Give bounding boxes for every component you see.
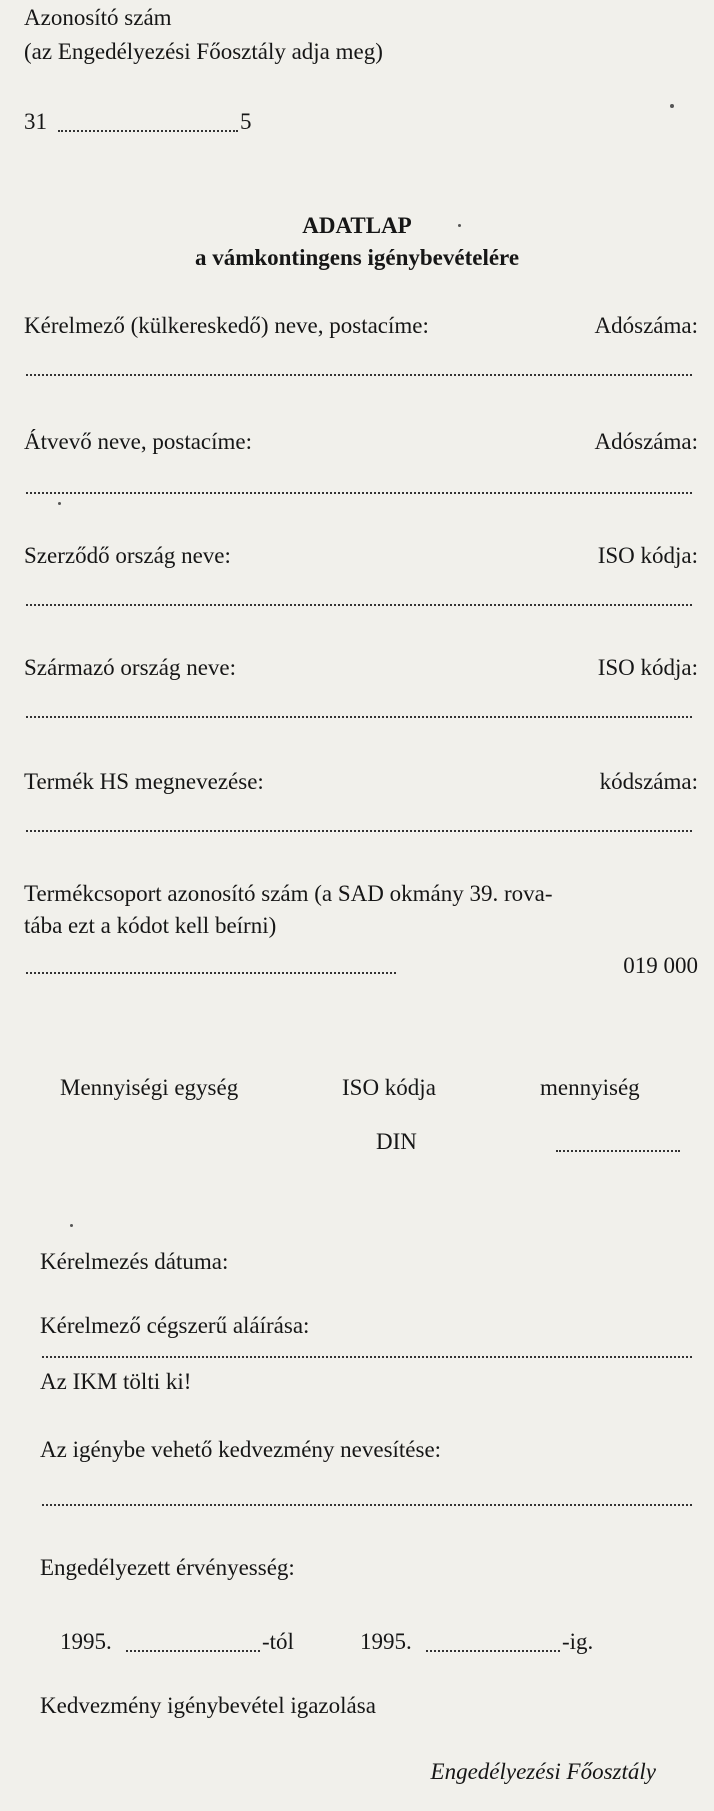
quantity-dots[interactable]: [556, 1146, 680, 1152]
receiver-dots[interactable]: [26, 488, 692, 494]
contract-iso-label: ISO kódja:: [597, 543, 698, 568]
to-dots[interactable]: [426, 1646, 560, 1652]
unit-col-label: Mennyiségi egység: [60, 1075, 239, 1100]
receiver-tax-label: Adószáma:: [594, 429, 698, 454]
scan-speck: [70, 1224, 73, 1227]
product-hs-label: Termék HS megnevezése:: [24, 769, 264, 794]
iso-col-label: ISO kódja: [342, 1075, 436, 1100]
scan-speck: [670, 104, 674, 108]
group-dots[interactable]: [26, 968, 396, 974]
product-dots[interactable]: [26, 826, 692, 832]
id-note: (az Engedélyezési Főosztály adja meg): [24, 39, 383, 64]
from-suffix: -tól: [262, 1629, 294, 1654]
sign-dots[interactable]: [42, 1352, 692, 1358]
from-dots[interactable]: [126, 1646, 260, 1652]
id-dots[interactable]: [58, 126, 238, 132]
scan-speck: [58, 502, 61, 505]
ikm-note: Az IKM tölti ki!: [40, 1369, 192, 1394]
id-label: Azonosító szám: [24, 5, 172, 30]
to-suffix: -ig.: [562, 1629, 594, 1654]
scan-speck: [458, 224, 461, 227]
product-code-label: kódszáma:: [599, 769, 698, 794]
quantity-col-label: mennyiség: [540, 1075, 640, 1100]
id-start: 31: [24, 109, 47, 134]
benefit-label: Az igénybe vehető kedvezmény nevesítése:: [40, 1437, 442, 1462]
group-label-line1: Termékcsoport azonosító szám (a SAD okmány 39. rova-: [24, 881, 553, 906]
benefit-dots[interactable]: [42, 1500, 692, 1506]
year-from: 1995.: [60, 1629, 112, 1654]
date-label: Kérelmezés dátuma:: [40, 1249, 229, 1274]
receiver-label: Átvevő neve, postacíme:: [24, 429, 253, 454]
department-label: Engedélyezési Főosztály: [430, 1759, 656, 1784]
origin-dots[interactable]: [26, 712, 692, 718]
iso-value: DIN: [376, 1129, 417, 1154]
applicant-tax-label: Adószáma:: [594, 313, 698, 338]
applicant-dots[interactable]: [26, 370, 692, 376]
id-end: 5: [240, 109, 252, 134]
origin-country-label: Származó ország neve:: [24, 655, 237, 680]
form-title: ADATLAP: [302, 213, 412, 238]
confirm-label: Kedvezmény igénybevétel igazolása: [40, 1693, 376, 1718]
form-subtitle: a vámkontingens igénybevételére: [194, 245, 520, 270]
group-value: 019 000: [623, 953, 698, 978]
contract-dots[interactable]: [26, 600, 692, 606]
sign-label: Kérelmező cégszerű aláírása:: [40, 1313, 310, 1338]
applicant-label: Kérelmező (külkereskedő) neve, postacíme:: [24, 313, 429, 338]
year-to: 1995.: [360, 1629, 412, 1654]
contract-country-label: Szerződő ország neve:: [24, 543, 231, 568]
validity-label: Engedélyezett érvényesség:: [40, 1555, 295, 1580]
origin-iso-label: ISO kódja:: [597, 655, 698, 680]
group-label-line2: tába ezt a kódot kell beírni): [24, 913, 277, 938]
